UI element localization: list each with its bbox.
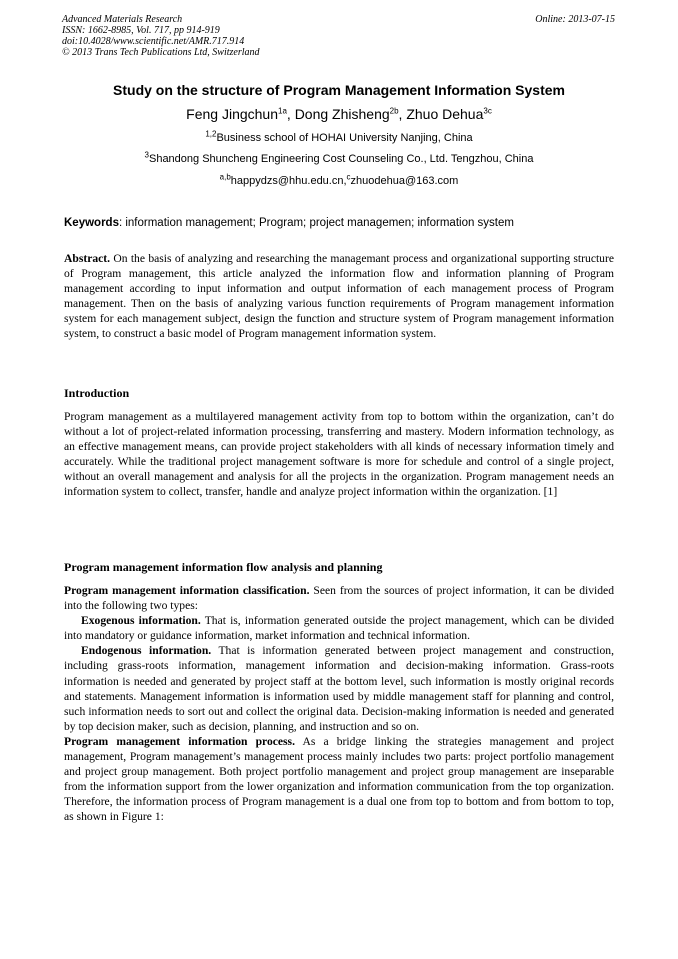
keywords-label: Keywords xyxy=(64,217,119,229)
aff-sup: 3 xyxy=(144,150,149,160)
paragraph-text: That is, information generated outside the project management, which can be divided into mandatory or guidance information, market information and technical information. xyxy=(64,614,614,643)
aff-text: Shandong Shuncheng Engineering Cost Counseling Co., Ltd. Tengzhou, China xyxy=(148,153,534,165)
introduction-text: Program management as a multilayered management activity from top to bottom within the organization, can’t do without a lot of project-related information processing, transferring and mastery. Modern information technology, as an effective management means, can provide project stakeholders with all kinds of necessary information timely and accurately. While the traditional project management software is more for schedule and control of a single project, without an overall management and analysis for all the projects in the organization. Program management needs an information system to collect, transfer, handle and analyze project information within the organization. [1] xyxy=(64,410,614,499)
affiliation-1 xyxy=(0,129,678,144)
paper-title: Study on the structure of Program Management Information System xyxy=(113,82,565,98)
author-sup: 3c xyxy=(483,106,492,116)
keywords xyxy=(64,217,514,229)
classification-paragraph xyxy=(64,583,614,613)
aff-sup: 1,2 xyxy=(205,129,217,139)
paragraph-label: Program management information process. xyxy=(64,734,295,748)
author-name: Feng Jingchun xyxy=(186,106,278,122)
paragraph-text: As a bridge linking the strategies management and project management, Program management’s management process mainly includes two parts: project portfolio management and project group management. Both project portfolio management and project group management are inseparable from the information support from the lower organization and information communication from the top organization. Therefore, the information process of Program management is a dual one from top to bottom and from bottom to top, as shown in Figure 1: xyxy=(64,734,614,824)
email-line xyxy=(0,172,678,187)
doi: doi:10.4028/www.scientific.net/AMR.717.914 xyxy=(62,36,245,47)
author-name: Dong Zhisheng xyxy=(294,106,390,122)
email-link[interactable]: happydzs@hhu.edu.cn, xyxy=(230,175,347,187)
copyright: © 2013 Trans Tech Publications Ltd, Switzerland xyxy=(62,47,260,58)
affiliation-2 xyxy=(0,150,678,165)
paragraph-label: Endogenous information. xyxy=(81,644,212,658)
author-sup: 1a xyxy=(278,106,287,116)
paragraph-text: That is information generated between project management and construction, including grass-roots information, management information and decision-making information. Grass-roots information is needed and generated by project staff at the bottom level, such information is mostly original records and statements. Management information is information used by middle management staff for planning and control, such information needs to sort out and collect the original data. Decision-making information is needed and generated by top decision maker, such as decision, planning, and instruction and so on. xyxy=(64,644,614,733)
journal-header xyxy=(62,14,260,58)
aff-text: Business school of HOHAI University Nanjing, China xyxy=(216,132,473,144)
journal-name: Advanced Materials Research xyxy=(62,14,183,25)
section-heading: Program management information flow analysis and planning xyxy=(64,560,383,574)
author-sep: , xyxy=(398,106,407,122)
email-sup: c xyxy=(346,172,351,182)
abstract-label: Abstract. xyxy=(64,252,111,265)
abstract-text: On the basis of analyzing and researching the managemant process and organizational supporting structure of Program management, this article analyzed the information flow and information planning of Program management according to input information and output information of each management process of Program management. Then on the basis of analyzing various function requirements of Program management information system for each management subject, design the function and structure system of Program management information system, to construct a basic model of Program management information system. xyxy=(64,252,614,341)
exogenous-paragraph xyxy=(64,613,614,643)
author-name: Zhuo Dehua xyxy=(406,106,484,122)
abstract xyxy=(64,251,614,342)
paragraph-label: Exogenous information. xyxy=(81,614,201,628)
process-paragraph xyxy=(64,734,614,825)
author-sup: 2b xyxy=(389,106,399,116)
online-date: Online: 2013-07-15 xyxy=(535,14,615,25)
author-sep: , xyxy=(286,106,295,122)
email-link[interactable]: zhuodehua@163.com xyxy=(350,175,459,187)
keywords-text: : information management; Program; project managemen; information system xyxy=(118,217,514,229)
section-body xyxy=(64,583,614,825)
author-list xyxy=(0,106,678,122)
introduction-heading: Introduction xyxy=(64,386,130,400)
issn: ISSN: 1662-8985, Vol. 717, pp 914-919 xyxy=(62,25,220,36)
endogenous-paragraph xyxy=(64,643,614,734)
paragraph-label: Program management information classification. xyxy=(64,584,310,597)
paragraph-text: Seen from the sources of project information, it can be divided into the following two types: xyxy=(64,584,614,613)
email-sup: a,b xyxy=(219,172,231,182)
